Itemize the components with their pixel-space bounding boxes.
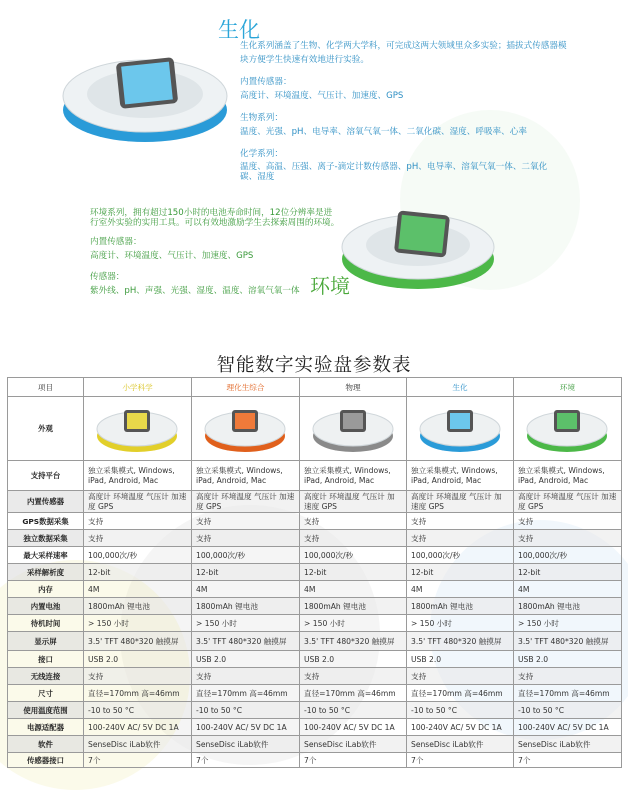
env-builtin-label: 内置传感器： (90, 237, 142, 247)
row-value: 支持 (192, 513, 300, 530)
env-sensor-label: 传感器： (90, 272, 125, 282)
header-item: 项目 (8, 378, 84, 397)
table-title: 智能数字实验盘参数表 (216, 355, 412, 376)
row-label: 无线连接 (8, 668, 84, 685)
table-row (8, 598, 622, 615)
row-value: 支持 (300, 668, 407, 685)
title-huanjing: 环境 (310, 274, 350, 298)
row-value: 3.5' TFT 480*320 触摸屏 (84, 632, 192, 651)
table-row (8, 581, 622, 598)
row-value: 7个 (84, 753, 192, 768)
row-value: 支持 (300, 530, 407, 547)
table-row (8, 719, 622, 736)
env-device-image (338, 195, 498, 295)
header-col-5: 环境 (514, 378, 622, 397)
title-shenghua: 生化 (218, 18, 260, 42)
header-col-3: 物理 (300, 378, 407, 397)
shenghua-builtin-values: 高度计、环境温度、气压计、加速度、GPS (240, 90, 404, 101)
device-thumb-green (514, 397, 622, 461)
device-thumb-yellow (84, 397, 192, 461)
bio-values: 温度、光强、pH、电导率、溶氧气氧一体、二氧化碳、湿度、呼吸率、心率 (240, 126, 527, 137)
row-value: -10 to 50 °C (192, 702, 300, 719)
header-col-2: 理化生综合 (192, 378, 300, 397)
row-label: 待机时间 (8, 615, 84, 632)
shenghua-description (240, 40, 570, 182)
row-value: USB 2.0 (514, 651, 622, 668)
row-value: 100-240V AC/ 5V DC 1A (407, 719, 514, 736)
row-label: 显示屏 (8, 632, 84, 651)
row-value: > 150 小时 (84, 615, 192, 632)
row-value: > 150 小时 (300, 615, 407, 632)
row-label: 最大采样速率 (8, 547, 84, 564)
shenghua-builtin-label: 内置传感器： (240, 77, 292, 87)
row-label: 独立数据采集 (8, 530, 84, 547)
row-value: 支持 (192, 668, 300, 685)
row-value: 高度计 环境温度 气压计 加速度 GPS (514, 491, 622, 513)
row-value: SenseDisc iLab软件 (192, 736, 300, 753)
row-value: SenseDisc iLab软件 (514, 736, 622, 753)
row-value: 支持 (84, 513, 192, 530)
row-value: SenseDisc iLab软件 (300, 736, 407, 753)
table-row (8, 753, 622, 768)
row-value: -10 to 50 °C (407, 702, 514, 719)
row-value: 1800mAh 锂电池 (84, 598, 192, 615)
table-row (8, 702, 622, 719)
row-value: 支持 (300, 513, 407, 530)
row-label: 软件 (8, 736, 84, 753)
row-value: 4M (514, 581, 622, 598)
env-intro: 环境系列，拥有超过150小时的电池寿命时间，12位分辨率是进行室外实验的实用工具。可以有效地激励学生去探索周围的环境。 (90, 208, 340, 228)
row-label: 使用温度范围 (8, 702, 84, 719)
row-value: 高度计 环境温度 气压计 加速度 GPS (300, 491, 407, 513)
row-value: SenseDisc iLab软件 (84, 736, 192, 753)
table-row (8, 491, 622, 513)
row-value: SenseDisc iLab软件 (407, 736, 514, 753)
row-value: 独立采集模式, Windows, iPad, Android, Mac (514, 461, 622, 491)
row-value: 3.5' TFT 480*320 触摸屏 (407, 632, 514, 651)
device-thumb-blue (407, 397, 514, 461)
env-description (90, 208, 340, 298)
row-value: 直径=170mm 高=46mm (84, 685, 192, 702)
row-value: 独立采集模式, Windows, iPad, Android, Mac (192, 461, 300, 491)
row-value: 7个 (407, 753, 514, 768)
device-thumb-orange (192, 397, 300, 461)
row-value: 直径=170mm 高=46mm (407, 685, 514, 702)
row-value: -10 to 50 °C (300, 702, 407, 719)
table-row (8, 461, 622, 491)
row-value: 4M (407, 581, 514, 598)
row-value: 100,000次/秒 (514, 547, 622, 564)
row-value: USB 2.0 (84, 651, 192, 668)
row-value: 支持 (407, 530, 514, 547)
row-value: -10 to 50 °C (514, 702, 622, 719)
row-value: 直径=170mm 高=46mm (300, 685, 407, 702)
row-value: > 150 小时 (514, 615, 622, 632)
row-value: 100-240V AC/ 5V DC 1A (300, 719, 407, 736)
row-value: 直径=170mm 高=46mm (192, 685, 300, 702)
row-value: 1800mAh 锂电池 (192, 598, 300, 615)
row-value: 3.5' TFT 480*320 触摸屏 (300, 632, 407, 651)
row-value: 1800mAh 锂电池 (514, 598, 622, 615)
table-row (8, 530, 622, 547)
chem-label: 化学系列： (240, 149, 283, 159)
row-label: 接口 (8, 651, 84, 668)
row-label: 内存 (8, 581, 84, 598)
bio-label: 生物系列： (240, 113, 283, 123)
row-value: 支持 (514, 513, 622, 530)
row-value: 独立采集模式, Windows, iPad, Android, Mac (300, 461, 407, 491)
row-value: 高度计 环境温度 气压计 加速度 GPS (192, 491, 300, 513)
row-value: 4M (300, 581, 407, 598)
table-row (8, 513, 622, 530)
row-value: 3.5' TFT 480*320 触摸屏 (192, 632, 300, 651)
table-row (8, 651, 622, 668)
row-label: 尺寸 (8, 685, 84, 702)
row-label: 采样解析度 (8, 564, 84, 581)
chem-values: 温度、高温、压强、离子-滴定计数传感器、pH、电导率、溶氧气氧一体、二氧化碳、湿度 (240, 161, 548, 182)
row-value: 100-240V AC/ 5V DC 1A (514, 719, 622, 736)
table-row (8, 668, 622, 685)
table-row (8, 564, 622, 581)
row-value: 支持 (84, 668, 192, 685)
row-value: 100-240V AC/ 5V DC 1A (192, 719, 300, 736)
row-value: 100,000次/秒 (407, 547, 514, 564)
table-row (8, 632, 622, 651)
table-row (8, 736, 622, 753)
row-label: 传感器接口 (8, 753, 84, 768)
header-col-4: 生化 (407, 378, 514, 397)
row-value: 高度计 环境温度 气压计 加速度 GPS (84, 491, 192, 513)
table-row (8, 547, 622, 564)
row-value: 1800mAh 锂电池 (407, 598, 514, 615)
row-value: 3.5' TFT 480*320 触摸屏 (514, 632, 622, 651)
shenghua-intro: 生化系列涵盖了生物、化学两大学科，可完成这两大领域里众多实验；插拔式传感器模块方便学生快速有效地进行实验。 (240, 41, 567, 65)
row-value: 12-bit (300, 564, 407, 581)
row-value: 100,000次/秒 (84, 547, 192, 564)
env-sensor-values: 紫外线、pH、声强、光强、湿度、温度、溶氧气氧一体 (90, 285, 300, 296)
row-value: > 150 小时 (407, 615, 514, 632)
spec-table (7, 377, 622, 768)
appearance-row (8, 397, 622, 461)
table-row (8, 615, 622, 632)
row-value: 4M (192, 581, 300, 598)
row-value: USB 2.0 (192, 651, 300, 668)
row-value: 12-bit (192, 564, 300, 581)
row-value: 高度计 环境温度 气压计 加速度 GPS (407, 491, 514, 513)
row-value: USB 2.0 (407, 651, 514, 668)
table-header-row (8, 378, 622, 397)
row-value: 支持 (84, 530, 192, 547)
row-value: 1800mAh 锂电池 (300, 598, 407, 615)
env-builtin-values: 高度计、环境温度、气压计、加速度、GPS (90, 250, 254, 261)
row-value: 支持 (514, 668, 622, 685)
row-value: 7个 (192, 753, 300, 768)
row-value: 7个 (514, 753, 622, 768)
row-value: 支持 (192, 530, 300, 547)
row-value: 独立采集模式, Windows, iPad, Android, Mac (407, 461, 514, 491)
device-thumb-gray (300, 397, 407, 461)
row-label: 内置电池 (8, 598, 84, 615)
row-value: 7个 (300, 753, 407, 768)
header-col-1: 小学科学 (84, 378, 192, 397)
row-value: 4M (84, 581, 192, 598)
row-value: -10 to 50 °C (84, 702, 192, 719)
row-label: 电源适配器 (8, 719, 84, 736)
row-value: 12-bit (514, 564, 622, 581)
row-label: 外观 (8, 397, 84, 461)
row-value: 100,000次/秒 (300, 547, 407, 564)
row-label: 支持平台 (8, 461, 84, 491)
row-value: 直径=170mm 高=46mm (514, 685, 622, 702)
row-value: 独立采集模式, Windows, iPad, Android, Mac (84, 461, 192, 491)
biochem-device-image (60, 38, 230, 150)
row-value: > 150 小时 (192, 615, 300, 632)
row-label: GPS数据采集 (8, 513, 84, 530)
row-value: 支持 (407, 668, 514, 685)
table-row (8, 685, 622, 702)
row-value: 12-bit (84, 564, 192, 581)
row-value: 12-bit (407, 564, 514, 581)
row-value: 支持 (514, 530, 622, 547)
row-value: 100-240V AC/ 5V DC 1A (84, 719, 192, 736)
row-value: USB 2.0 (300, 651, 407, 668)
row-value: 100,000次/秒 (192, 547, 300, 564)
row-label: 内置传感器 (8, 491, 84, 513)
row-value: 支持 (407, 513, 514, 530)
